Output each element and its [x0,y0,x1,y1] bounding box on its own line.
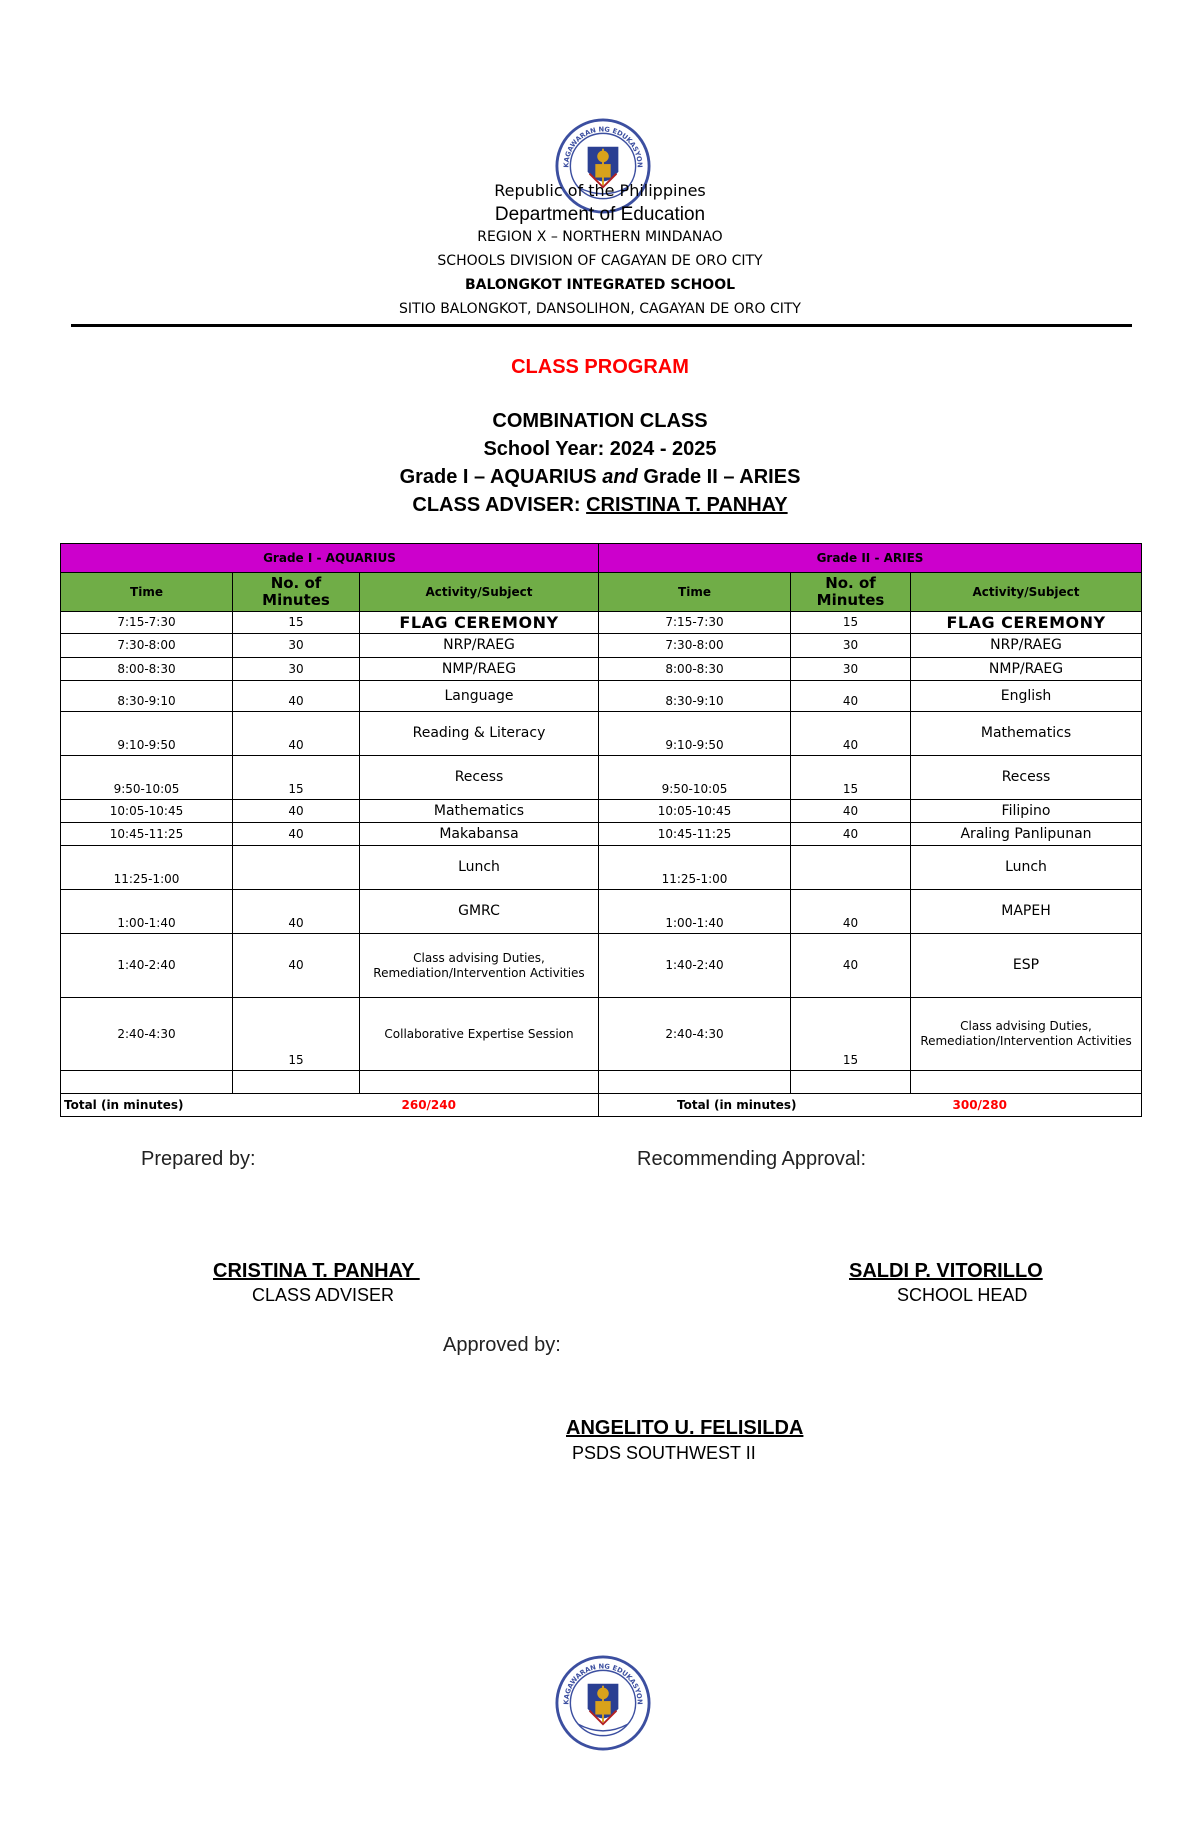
time-cell: 8:30-9:10 [599,681,791,712]
time-cell: 9:10-9:50 [61,712,233,756]
activity-cell: Class advising Duties, Remediation/Intervention Activities [360,934,599,998]
activity-cell: Mathematics [911,712,1142,756]
time-cell: 11:25-1:00 [61,846,233,890]
total-row [61,1094,1142,1117]
grade-header-row [61,544,1142,573]
minutes-cell: 15 [791,998,911,1071]
header-department: Department of Education [494,204,706,225]
adviser-line [0,494,1200,517]
recommending-label: Recommending Approval: [637,1148,867,1170]
col-minutes: No. of Minutes [791,573,911,612]
grades-line [0,466,1200,489]
activity-cell: ESP [911,934,1142,998]
header-republic: Republic of the Philippines [494,181,706,200]
minutes-cell [791,846,911,890]
adviser-signatory-name: CRISTINA T. PANHAY [213,1260,420,1282]
activity-cell: NRP/RAEG [911,634,1142,658]
minutes-cell: 15 [233,756,360,800]
psds-signatory-role: PSDS SOUTHWEST II [572,1443,756,1463]
time-cell: 1:00-1:40 [61,890,233,934]
total-label: Total (in minutes) [599,1094,911,1117]
table-row [61,800,1142,823]
minutes-cell: 40 [791,934,911,998]
head-signatory-name: SALDI P. VITORILLO [849,1260,1043,1282]
total-grade1: 260/240 [360,1094,599,1117]
minutes-cell: 40 [791,712,911,756]
time-cell: 2:40-4:30 [61,998,233,1071]
empty-row [61,1071,1142,1094]
time-cell: 9:50-10:05 [599,756,791,800]
grades-b: Grade II – ARIES [637,466,801,488]
activity-cell: FLAG CEREMONY [360,612,599,634]
minutes-cell: 15 [791,756,911,800]
minutes-cell: 30 [791,658,911,681]
activity-cell: NRP/RAEG [360,634,599,658]
activity-cell: Makabansa [360,823,599,846]
adviser-signatory-role: CLASS ADVISER [252,1285,395,1305]
adviser-label: CLASS ADVISER: [412,494,587,516]
activity-cell: Recess [360,756,599,800]
minutes-cell: 40 [791,800,911,823]
time-cell: 11:25-1:00 [599,846,791,890]
col-activity: Activity/Subject [360,573,599,612]
class-schedule-table [60,543,1142,1117]
activity-cell: Mathematics [360,800,599,823]
activity-cell: Recess [911,756,1142,800]
activity-cell: Language [360,681,599,712]
table-row [61,658,1142,681]
minutes-cell: 40 [233,712,360,756]
column-header-row [61,573,1142,612]
activity-cell: Lunch [911,846,1142,890]
activity-cell: English [911,681,1142,712]
deped-seal-icon [555,1655,651,1751]
activity-cell: Araling Panlipunan [911,823,1142,846]
col-time: Time [599,573,791,612]
time-cell: 1:00-1:40 [599,890,791,934]
minutes-cell: 40 [791,823,911,846]
minutes-cell: 40 [233,823,360,846]
total-label: Total (in minutes) [61,1094,360,1117]
time-cell: 10:05-10:45 [61,800,233,823]
time-cell: 7:30-8:00 [61,634,233,658]
activity-cell: MAPEH [911,890,1142,934]
header-address: SITIO BALONGKOT, DANSOLIHON, CAGAYAN DE ORO CITY [399,301,801,317]
grades-a: Grade I – AQUARIUS [399,466,603,488]
col-activity: Activity/Subject [911,573,1142,612]
table-row [61,612,1142,634]
header-school: BALONGKOT INTEGRATED SCHOOL [464,277,736,293]
table-row [61,823,1142,846]
activity-cell: Class advising Duties, Remediation/Intervention Activities [911,998,1142,1071]
minutes-cell: 40 [791,681,911,712]
grade1-title: Grade I - AQUARIUS [61,544,599,573]
minutes-cell: 40 [233,934,360,998]
activity-cell: Reading & Literacy [360,712,599,756]
total-grade2: 300/280 [911,1094,1142,1117]
header-division: SCHOOLS DIVISION OF CAGAYAN DE ORO CITY [437,253,763,269]
table-row [61,712,1142,756]
psds-signatory-name: ANGELITO U. FELISILDA [566,1417,804,1439]
activity-cell: FLAG CEREMONY [911,612,1142,634]
time-cell: 2:40-4:30 [599,998,791,1071]
head-signatory-role: SCHOOL HEAD [897,1285,1028,1305]
activity-cell: Filipino [911,800,1142,823]
minutes-cell: 15 [233,998,360,1071]
adviser-name: CRISTINA T. PANHAY [586,494,788,516]
minutes-cell: 30 [233,634,360,658]
approved-by-label: Approved by: [443,1334,561,1356]
table-row [61,634,1142,658]
grade2-title: Grade II - ARIES [599,544,1142,573]
minutes-cell: 15 [233,612,360,634]
activity-cell: NMP/RAEG [911,658,1142,681]
table-row [61,756,1142,800]
minutes-cell: 40 [791,890,911,934]
time-cell: 10:45-11:25 [599,823,791,846]
minutes-cell [233,846,360,890]
table-row [61,681,1142,712]
activity-cell: GMRC [360,890,599,934]
class-type: COMBINATION CLASS [492,410,708,432]
time-cell: 10:45-11:25 [61,823,233,846]
time-cell: 8:30-9:10 [61,681,233,712]
program-title: CLASS PROGRAM [511,356,689,378]
time-cell: 1:40-2:40 [599,934,791,998]
school-year: School Year: 2024 - 2025 [483,438,717,460]
time-cell: 7:15-7:30 [599,612,791,634]
time-cell: 1:40-2:40 [61,934,233,998]
minutes-cell: 40 [233,681,360,712]
minutes-cell: 15 [791,612,911,634]
activity-cell: Collaborative Expertise Session [360,998,599,1071]
time-cell: 10:05-10:45 [599,800,791,823]
time-cell: 8:00-8:30 [599,658,791,681]
minutes-cell: 40 [233,800,360,823]
minutes-cell: 40 [233,890,360,934]
table-row [61,890,1142,934]
table-row [61,998,1142,1071]
table-row [61,934,1142,998]
seal-text-top: KAGAWARAN NG EDUKASYON [562,125,644,168]
minutes-cell: 30 [791,634,911,658]
grades-and: and [602,466,638,488]
time-cell: 9:50-10:05 [61,756,233,800]
col-time: Time [61,573,233,612]
header-divider [71,324,1132,327]
time-cell: 7:15-7:30 [61,612,233,634]
time-cell: 7:30-8:00 [599,634,791,658]
table-row [61,846,1142,890]
col-minutes: No. of Minutes [233,573,360,612]
minutes-cell: 30 [233,658,360,681]
time-cell: 8:00-8:30 [61,658,233,681]
seal-text-top: KAGAWARAN NG EDUKASYON [562,1662,644,1705]
prepared-by-label: Prepared by: [141,1148,256,1170]
header-region: REGION X – NORTHERN MINDANAO [477,229,723,245]
activity-cell: Lunch [360,846,599,890]
time-cell: 9:10-9:50 [599,712,791,756]
activity-cell: NMP/RAEG [360,658,599,681]
